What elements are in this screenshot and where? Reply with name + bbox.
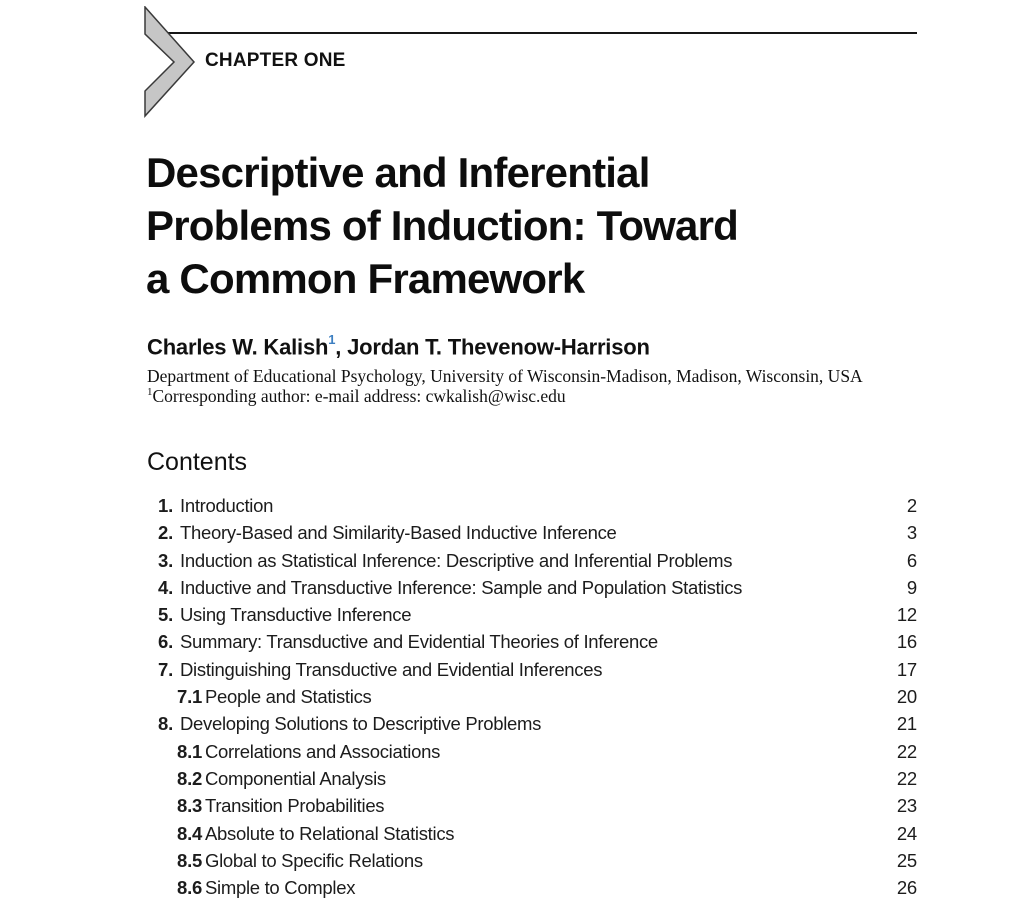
toc-entry-number: 7. — [158, 658, 174, 680]
toc-page-number: 2 — [906, 495, 917, 516]
toc-entry-number: 6. — [158, 631, 174, 653]
toc-page-number: 26 — [896, 877, 917, 899]
toc-entry-number: 8.2 — [177, 767, 203, 789]
toc-entry-number: 4. — [158, 576, 174, 598]
toc-entry — [147, 492, 917, 519]
toc-entry — [147, 792, 917, 819]
toc-entry-label: Introduction — [180, 495, 274, 516]
toc-entry-label: Theory-Based and Similarity-Based Inductive Inference — [180, 522, 617, 544]
toc-entry — [147, 656, 917, 683]
toc-entry — [147, 547, 917, 574]
toc-page-number: 22 — [896, 740, 917, 762]
toc-entry-label: Correlations and Associations — [205, 740, 441, 762]
chevron-shape — [145, 7, 194, 116]
toc-entry-number: 1. — [158, 495, 174, 516]
toc-entry — [147, 628, 917, 655]
title-line-2: Problems of Induction: Toward — [146, 202, 739, 249]
chapter-chevron-icon — [144, 6, 197, 118]
toc-entry-number: 8.3 — [177, 795, 203, 817]
toc-entry-label: Distinguishing Transductive and Evidential Inferences — [180, 658, 603, 680]
header-rule — [150, 32, 917, 34]
toc-entry-label: Transition Probabilities — [205, 795, 385, 817]
toc-entry-label: Summary: Transductive and Evidential Theories of Inference — [180, 631, 658, 653]
toc-page-number: 12 — [896, 604, 917, 626]
toc-entry-label: Induction as Statistical Inference: Descriptive and Inferential Problems — [180, 549, 733, 571]
correspondence-line — [147, 386, 566, 407]
toc-entry — [147, 847, 917, 874]
toc-entry — [147, 765, 917, 792]
toc-entry-label: Using Transductive Inference — [180, 604, 412, 626]
toc-entry — [147, 601, 917, 628]
toc-page-number: 21 — [896, 713, 917, 735]
toc-entry-label: Componential Analysis — [205, 767, 386, 789]
affiliation-line: Department of Educational Psychology, University of Wisconsin-Madison, Madison, Wisconsin, USA — [147, 366, 863, 386]
toc-page-number: 16 — [896, 631, 917, 653]
chapter-title — [146, 146, 738, 305]
toc-entry-number: 8.1 — [177, 740, 203, 762]
toc-entry — [147, 683, 917, 710]
toc-page-number: 22 — [896, 767, 917, 789]
chapter-label: CHAPTER ONE — [205, 50, 346, 71]
toc-entry — [147, 738, 917, 765]
toc-entry-label: Simple to Complex — [205, 877, 356, 899]
toc-page-number: 17 — [896, 658, 917, 680]
toc-entry — [147, 574, 917, 601]
contents-list — [147, 492, 917, 901]
toc-entry — [147, 820, 917, 847]
toc-entry-label: Inductive and Transductive Inference: Sample and Population Statistics — [180, 576, 743, 598]
author-line — [147, 334, 650, 360]
toc-page-number: 20 — [896, 686, 917, 708]
author-name-rest: , Jordan T. Thevenow-Harrison — [335, 334, 650, 360]
contents-heading: Contents — [147, 448, 248, 476]
title-line-3: a Common Framework — [146, 255, 585, 302]
toc-page-number: 24 — [896, 822, 917, 844]
toc-entry — [147, 874, 917, 901]
author-name: Charles W. Kalish — [147, 334, 329, 360]
toc-entry-number: 2. — [158, 522, 174, 544]
toc-entry-label: Developing Solutions to Descriptive Problems — [180, 713, 542, 735]
toc-page-number: 3 — [906, 522, 917, 544]
toc-entry-label: Absolute to Relational Statistics — [205, 822, 455, 844]
toc-entry-number: 7.1 — [177, 686, 203, 708]
toc-entry-label: Global to Specific Relations — [205, 849, 423, 871]
toc-entry — [147, 519, 917, 546]
toc-entry-number: 8. — [158, 713, 174, 735]
toc-entry-label: People and Statistics — [205, 686, 372, 708]
toc-page-number: 25 — [896, 849, 917, 871]
toc-page-number: 6 — [906, 549, 917, 571]
toc-page-number: 9 — [906, 576, 917, 598]
toc-entry-number: 5. — [158, 604, 174, 626]
correspondence-superscript: 1 — [147, 386, 153, 399]
title-line-1: Descriptive and Inferential — [146, 149, 650, 196]
toc-entry-number: 8.5 — [177, 849, 203, 871]
toc-entry-number: 8.6 — [177, 877, 203, 899]
toc-page-number: 23 — [896, 795, 917, 817]
correspondence-text: Corresponding author: e-mail address: cwkalish@wisc.edu — [152, 386, 566, 406]
toc-entry-number: 3. — [158, 549, 174, 571]
toc-entry — [147, 710, 917, 737]
toc-entry-number: 8.4 — [177, 822, 203, 844]
author-affiliation-superscript: 1 — [328, 332, 336, 347]
